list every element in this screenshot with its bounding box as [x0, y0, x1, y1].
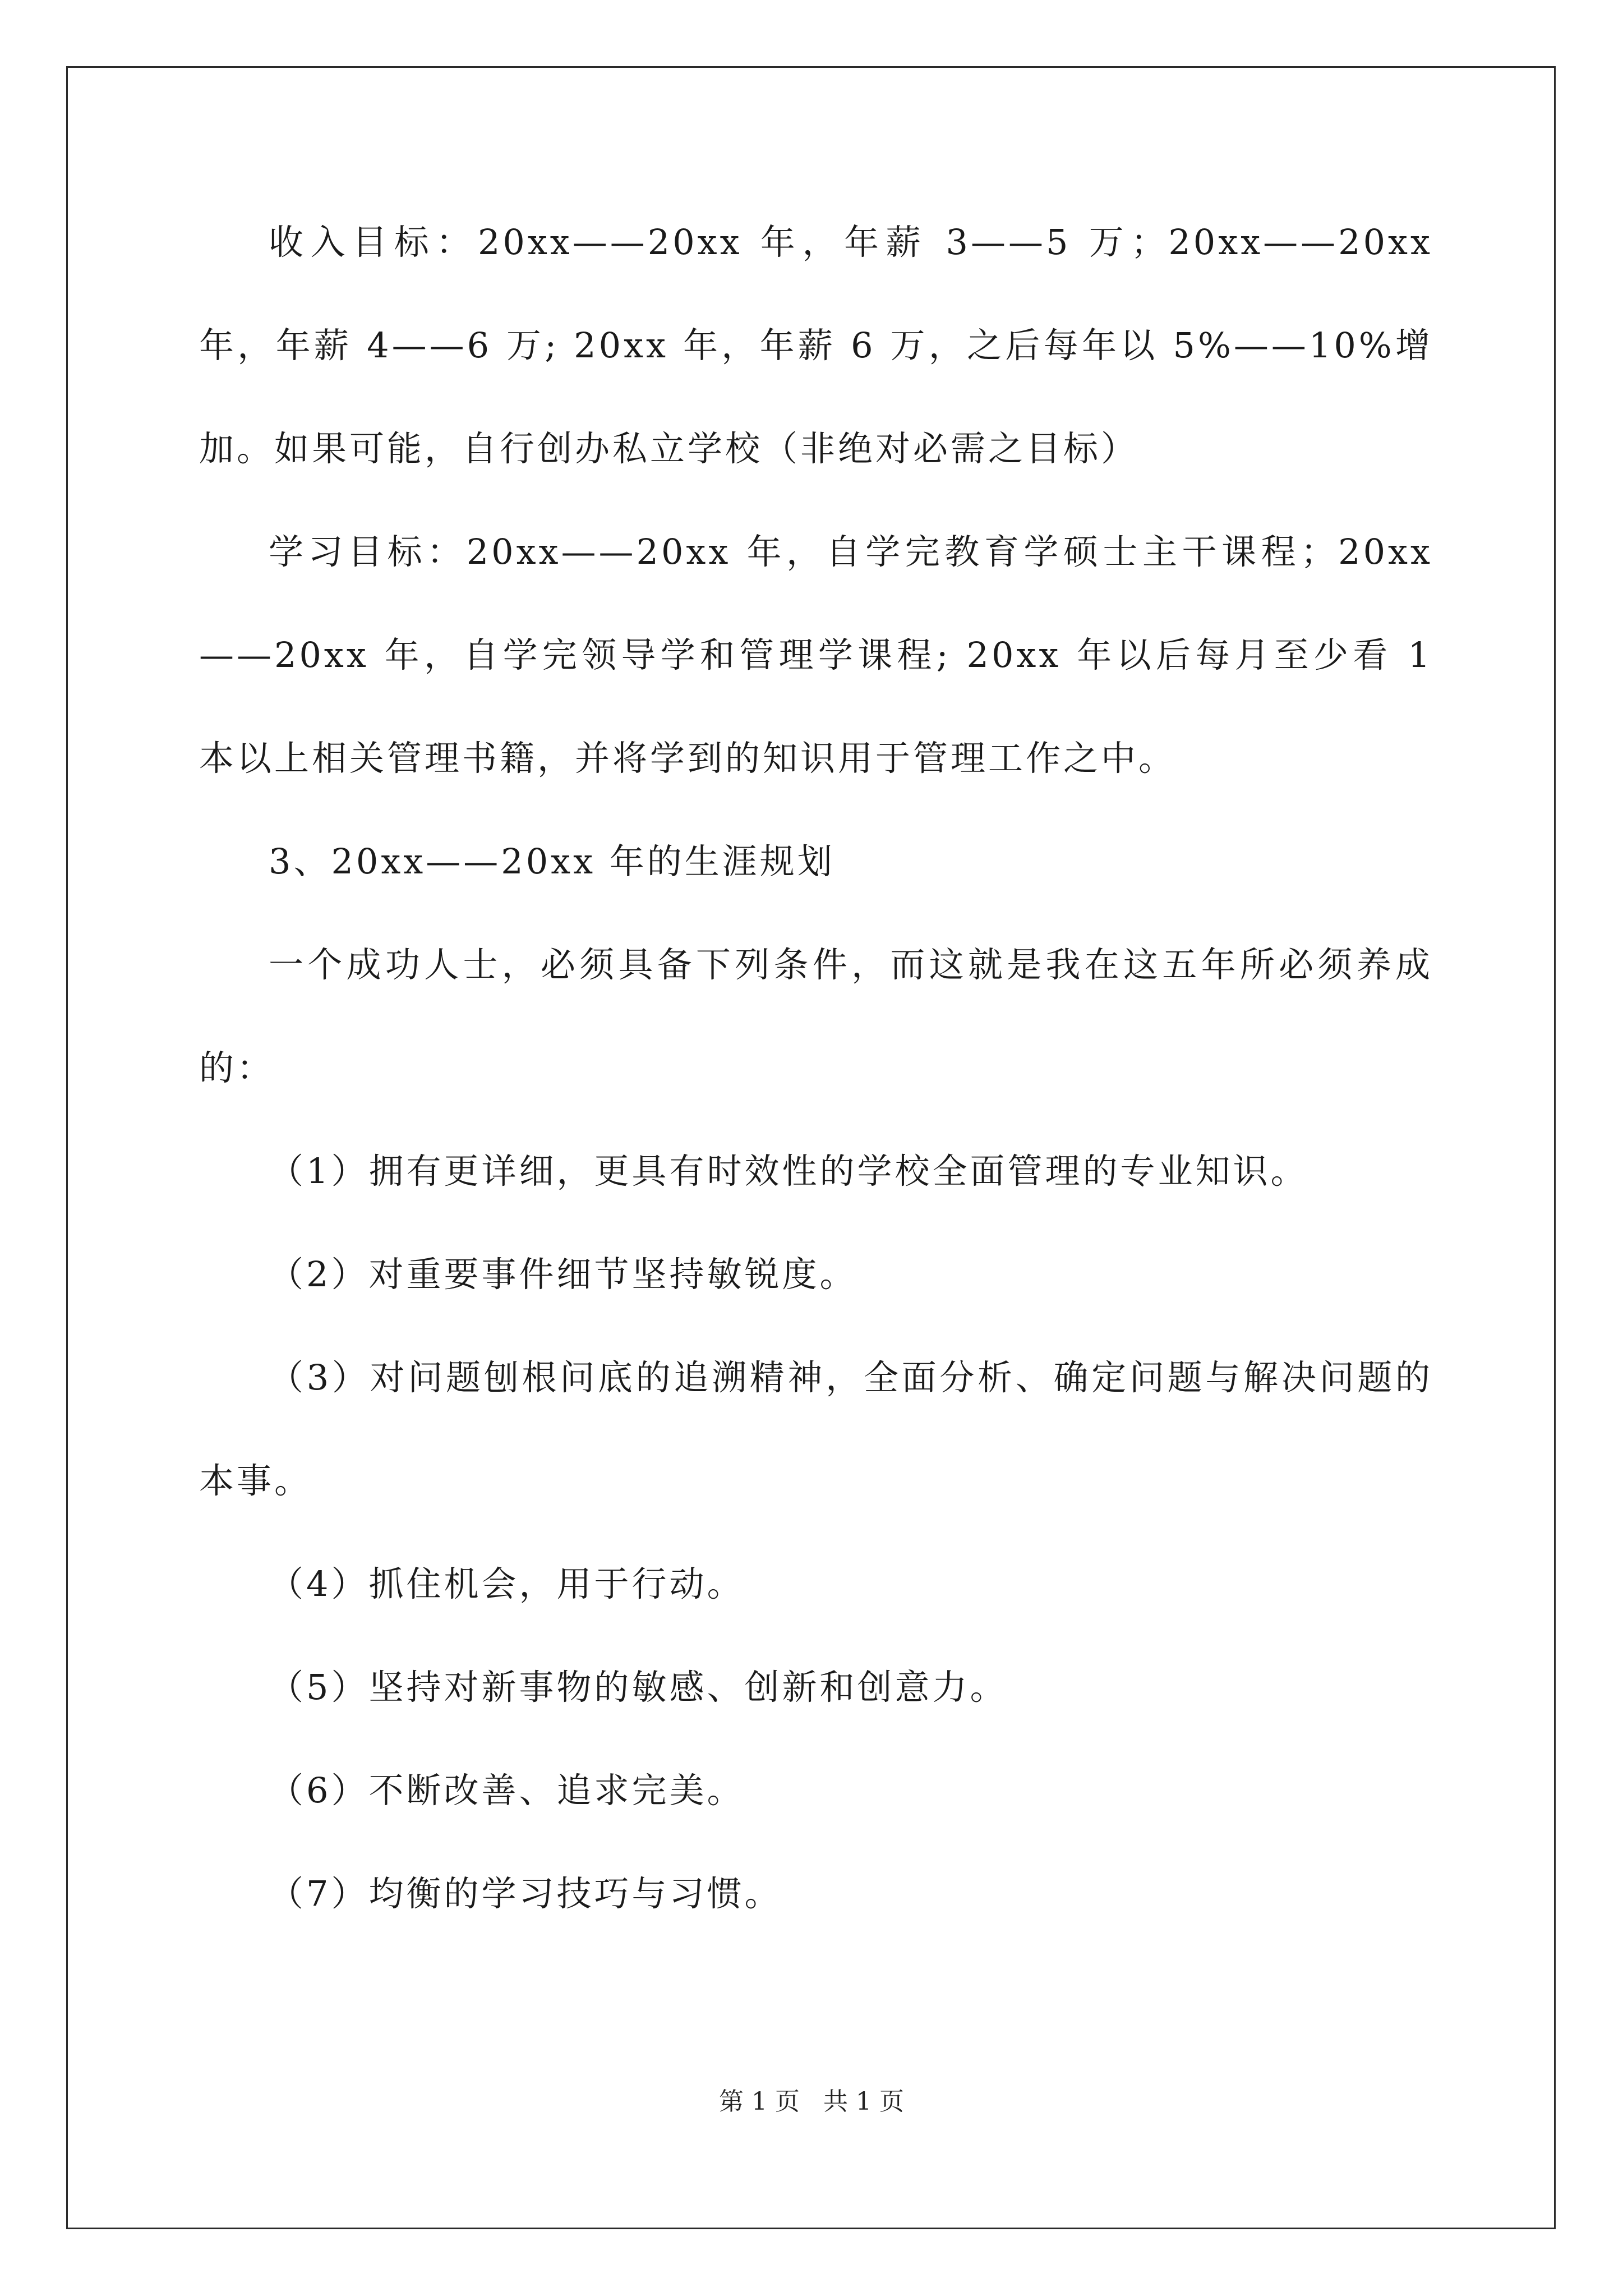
- page-footer: [0, 2081, 1623, 2117]
- page-number: 第 1 页: [719, 2087, 800, 2116]
- list-item-3: （3）对问题刨根问底的追溯精神，全面分析、确定问题与解决问题的本事。: [199, 1357, 1433, 1501]
- paragraph-income-goal: 收入目标：20xx——20xx 年，年薪 3——5 万；20xx——20xx 年，年薪 4——6 万; 20xx 年，年薪 6 万，之后每年以 5%——10%增加。如果可能，自行创办私立学校（非绝对必需之目标）: [199, 222, 1433, 469]
- section-heading-career-plan: 3、20xx——20xx 年的生涯规划: [269, 841, 835, 882]
- list-item-5: （5）坚持对新事物的敏感、创新和创意力。: [269, 1667, 1008, 1708]
- list-item-7: （7）均衡的学习技巧与习惯。: [269, 1873, 782, 1914]
- list-item-1: （1）拥有更详细，更具有时效性的学校全面管理的专业知识。: [269, 1151, 1308, 1191]
- list-item-4: （4）抓住机会，用于行动。: [269, 1563, 745, 1604]
- list-item-2: （2）对重要事件细节坚持敏锐度。: [269, 1254, 857, 1295]
- paragraph-study-goal: 学习目标：20xx——20xx 年，自学完教育学硕士主干课程；20xx——20xx 年，自学完领导学和管理学课程; 20xx 年以后每月至少看 1 本以上相关管理书籍，并将学到的知识用于管理工作之中。: [199, 531, 1433, 779]
- page-total: 共 1 页: [823, 2087, 904, 2116]
- list-item-6: （6）不断改善、追求完美。: [269, 1770, 745, 1811]
- paragraph-success-conditions: 一个成功人士，必须具备下列条件，而这就是我在这五年所必须养成的：: [199, 944, 1433, 1088]
- document-body: [199, 191, 1433, 1945]
